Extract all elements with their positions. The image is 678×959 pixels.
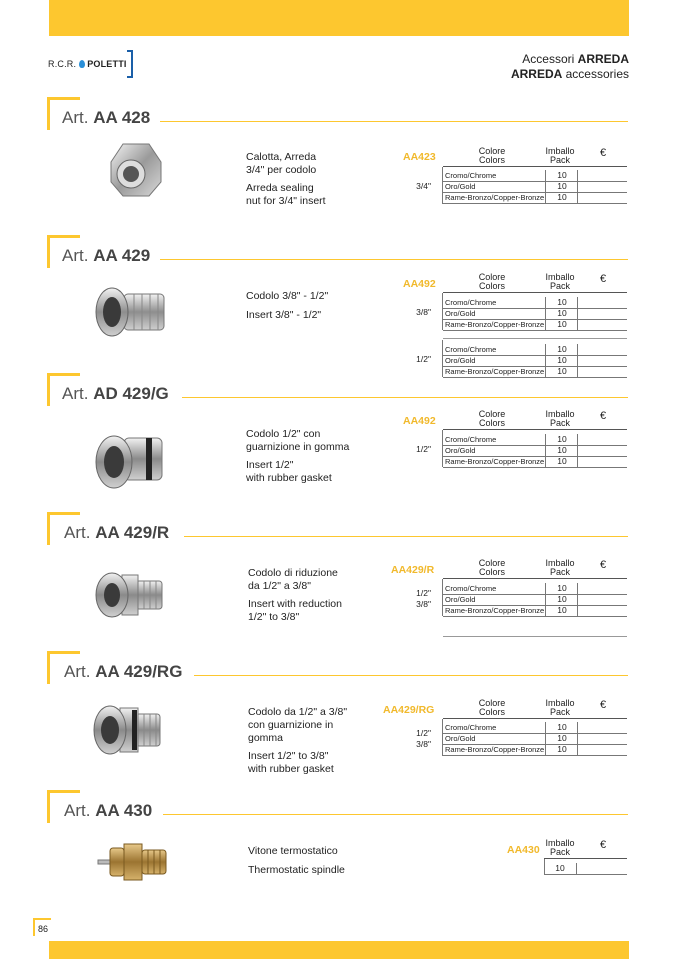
description-it: Codolo 3/8" - 1/2"	[246, 290, 329, 302]
description-en: Insert with reduction 1/2" to 3/8"	[248, 598, 342, 623]
product-description	[246, 151, 326, 213]
colors-header: Colore Colors	[478, 409, 506, 428]
description-en: Insert 1/2" to 3/8" with rubber gasket	[248, 750, 334, 775]
table-row: Oro/Gold 10	[443, 308, 627, 320]
colors-header: Colore Colors	[478, 698, 506, 717]
top-accent-bar	[49, 0, 629, 36]
table-row: Oro/Gold 10	[443, 181, 627, 193]
article-title: Art. AA 429/RG	[64, 662, 183, 681]
water-drop-icon	[79, 60, 85, 68]
colors-header: Colore Colors	[478, 558, 506, 577]
table-row: Cromo/Chrome 10	[443, 170, 627, 182]
title-rule	[182, 397, 628, 398]
size-label: 1/2" 3/8"	[416, 728, 431, 749]
table-code: AA423	[403, 151, 436, 163]
table-code: AA492	[403, 278, 436, 290]
table-row: Rame-Bronzo/Copper-Bronze 10	[443, 319, 627, 331]
euro-header: €	[600, 147, 607, 159]
logo-brand: POLETTI	[87, 59, 127, 69]
euro-header: €	[600, 559, 607, 571]
table-row: Oro/Gold 10	[443, 355, 627, 367]
table-row: Cromo/Chrome 10	[443, 583, 627, 595]
table-row: Oro/Gold 10	[443, 733, 627, 745]
table-row: Rame-Bronzo/Copper-Bronze 10	[443, 366, 627, 378]
description-it: Codolo 1/2" con guarnizione in gomma	[246, 428, 350, 453]
pack-header: Imballo Pack	[545, 698, 575, 717]
insert-image	[90, 282, 170, 342]
euro-header: €	[600, 410, 607, 422]
size-label: 1/2" 3/8"	[416, 588, 431, 609]
colors-header: Colore Colors	[478, 272, 506, 291]
size-label: 1/2"	[416, 444, 431, 454]
table-header-line	[443, 718, 627, 719]
group-separator	[443, 338, 627, 339]
page-number: 86	[33, 918, 51, 936]
title-rule	[194, 675, 628, 676]
euro-header: €	[600, 839, 607, 851]
table-code: AA430	[507, 844, 540, 856]
reduction-insert-gasket-image	[88, 700, 168, 760]
product-description	[248, 567, 342, 629]
product-description	[246, 290, 328, 327]
table-header-line	[544, 858, 627, 859]
company-logo	[48, 50, 127, 78]
product-description	[246, 428, 349, 490]
table-row: Oro/Gold 10	[443, 594, 627, 606]
article-title: Art. AD 429/G	[62, 384, 169, 403]
title-rule	[184, 536, 628, 537]
description-en: Insert 3/8" - 1/2"	[246, 309, 322, 321]
pack-header: Imballo Pack	[545, 558, 575, 577]
insert-with-gasket-image	[90, 428, 170, 492]
table-row: Cromo/Chrome 10	[443, 297, 627, 309]
size-label: 3/4"	[416, 181, 431, 191]
description-it: Vitone termostatico	[248, 845, 338, 857]
article-title: Art. AA 429/R	[64, 523, 170, 542]
euro-header: €	[600, 273, 607, 285]
article-title: Art. AA 428	[62, 108, 151, 127]
table-row: Cromo/Chrome 10	[443, 344, 627, 356]
header-title-it: Accessori ARREDA	[522, 52, 629, 66]
table-row: Rame-Bronzo/Copper-Bronze 10	[443, 456, 627, 468]
pack-header: Imballo Pack	[545, 409, 575, 428]
description-it: Codolo di riduzione da 1/2" a 3/8"	[248, 567, 338, 592]
table-code: AA492	[403, 415, 436, 427]
article-title: Art. AA 430	[64, 801, 153, 820]
table-code: AA429/RG	[383, 704, 435, 716]
table-row: 10	[544, 863, 627, 875]
logo-bracket	[127, 50, 133, 78]
table-row: Cromo/Chrome 10	[443, 434, 627, 446]
colors-header: Colore Colors	[478, 146, 506, 165]
size-label: 3/8"	[416, 307, 431, 317]
euro-header: €	[600, 699, 607, 711]
table-row: Rame-Bronzo/Copper-Bronze 10	[443, 744, 627, 756]
product-description	[248, 845, 345, 882]
table-code: AA429/R	[391, 564, 435, 576]
pack-header: Imballo Pack	[545, 272, 575, 291]
product-description	[248, 706, 347, 781]
bottom-accent-bar	[49, 941, 629, 959]
description-it: Calotta, Arreda 3/4" per codolo	[246, 151, 317, 176]
table-header-line	[443, 429, 627, 430]
description-it: Codolo da 1/2" a 3/8" con guarnizione in gomma	[248, 706, 348, 744]
sealing-nut-image	[105, 140, 165, 200]
description-en: Insert 1/2" with rubber gasket	[246, 459, 332, 484]
table-header-line	[443, 292, 627, 293]
table-header-line	[443, 166, 627, 167]
table-row: Rame-Bronzo/Copper-Bronze 10	[443, 605, 627, 617]
title-rule	[160, 121, 628, 122]
group-separator	[443, 636, 627, 637]
table-row: Cromo/Chrome 10	[443, 722, 627, 734]
thermostatic-spindle-image	[96, 834, 176, 894]
size-label: 1/2"	[416, 354, 431, 364]
description-en: Arreda sealing nut for 3/4" insert	[246, 182, 326, 207]
pack-header: Imballo Pack	[545, 146, 575, 165]
title-rule	[160, 259, 628, 260]
table-row: Oro/Gold 10	[443, 445, 627, 457]
reduction-insert-image	[90, 565, 170, 625]
pack-header: Imballo Pack	[545, 838, 575, 857]
article-title: Art. AA 429	[62, 246, 151, 265]
title-rule	[163, 814, 628, 815]
logo-prefix: R.C.R.	[48, 59, 77, 69]
header-title-en: ARREDA accessories	[510, 67, 629, 81]
catalog-header	[511, 52, 629, 82]
table-header-line	[443, 578, 627, 579]
table-row: Rame-Bronzo/Copper-Bronze 10	[443, 192, 627, 204]
description-en: Thermostatic spindle	[248, 864, 345, 876]
